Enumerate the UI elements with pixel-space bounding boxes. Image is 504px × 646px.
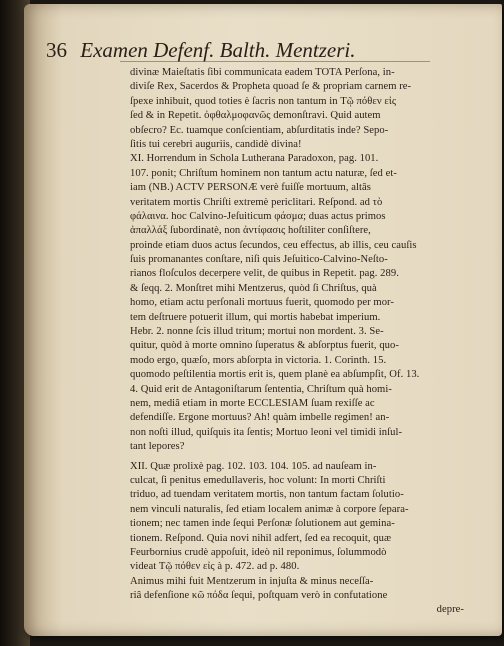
text-line: Animus mihi fuit Mentzerum in injuſta & minus neceſſa- — [130, 575, 374, 587]
running-header — [46, 38, 466, 62]
text-line: veritatem mortis Chriſti extremè periclitari. Reſpond. ad τὸ — [130, 196, 383, 208]
body-text — [130, 66, 464, 618]
catchword: depre- — [436, 604, 464, 616]
text-line: 107. ponit; Chriſtum hominem non tantum actu naturæ, ſed et- — [130, 167, 397, 179]
text-line: nem vinculi naturalis, ſed etiam localem animæ à corpore ſepara- — [130, 503, 409, 515]
text-line: tionem; nec tamen inde ſequi Perſonæ ſolutionem aut gemina- — [130, 518, 395, 530]
text-line: culcat, ſi penitus emedullaveris, hoc volunt: In morti Chriſti — [130, 474, 386, 486]
text-line: 4. Quid erit de Antagoniſtarum ſententia, Chriſtum quà homi- — [130, 383, 392, 395]
text-line: riâ defenſione κῶ πόδα ſequi, poſtquam verò in confutatione — [130, 590, 388, 602]
text-line: ſitis tui cerebri auguriis, candidè divina! — [130, 138, 302, 150]
text-line: Feurbornius crudè appoſuit, ideò nil reponimus, ſolummodò — [130, 546, 387, 558]
text-line: rianos floſculos decerpere velit, de quibus in Repetit. pag. 289. — [130, 268, 399, 280]
running-title: Examen Defenf. Balth. Mentzeri. — [80, 38, 356, 62]
text-line: tant lepores? — [130, 441, 185, 453]
text-line: ſed & in Repetit. ὀφθαλμοφανῶς demonſtravi. Quid autem — [130, 110, 381, 122]
text-line: ἀπαλλάξ ſubordinatè, non ἀντίφασις hoſtiliter conſiſtere, — [130, 225, 371, 237]
text-line: Hebr. 2. nonne ſcis illud tritum; mortui non mordent. 3. Se- — [130, 326, 384, 338]
text-line: iam (NB.) ACTV PERSONÆ verè fuiſſe mortuum, altâs — [130, 182, 371, 194]
text-line: obſecro? Ec. tuamque conſcientiam, abſurditatis inde? Sepo- — [130, 124, 389, 136]
text-line: tem deſtruere potuerit illum, qui mortis habebat imperium. — [130, 311, 381, 323]
text-line: & ſeqq. 2. Monſtret mihi Mentzerus, quòd ſi Chriſtus, quà — [130, 282, 377, 294]
text-line: triduo, ad tuendam veritatem mortis, non tantum factam ſolutio- — [130, 489, 404, 501]
text-line: quomodo peſtilentia mortis erit is, quem planè ea abſumpſit, Of. 13. — [130, 369, 420, 381]
text-line: videat Τῷ πόθεν εἰς à p. 472. ad p. 480. — [130, 561, 300, 573]
text-line: proinde etiam duos actus ſecundos, ceu effectus, ab illis, ceu cauſis — [130, 239, 417, 251]
text-line: XII. Quæ prolixè pag. 102. 103. 104. 105. ad nauſeam in- — [130, 460, 377, 472]
text-line: tionem. Reſpond. Quia novi nihil adfert, ſed ea recoquit, quæ — [130, 532, 392, 544]
page-number: 36 — [46, 38, 67, 62]
text-line: non noſti illud, quiſquis ita ſentis; Mortuo leoni vel timidi inſul- — [130, 426, 403, 438]
text-line: quitur, quòd à morte omnino ſuperatus & abſorptus fuerit, quo- — [130, 340, 399, 352]
text-line: nem, mediâ etiam in morte ECCLESIAM ſuam rexiſſe ac — [130, 397, 375, 409]
text-line: diviſe Rex, Sacerdos & Propheta quoad ſe & propriam carnem re- — [130, 81, 412, 93]
text-line: XI. Horrendum in Schola Lutherana Paradoxon, pag. 101. — [130, 153, 379, 165]
text-line: ſuis promanantes conſtare, niſi quis Jeſuitico-Calvino-Neſto- — [130, 254, 388, 266]
text-line: defendiſſe. Ergone mortuus? Ah! quàm imbelle regimen! an- — [130, 412, 390, 424]
text-line: divinæ Maieſtatis ſibi communicata eadem TOTA Perſona, in- — [130, 67, 395, 78]
text-line: homo, etiam actu perſonali mortuus fuerit, quomodo per mor- — [130, 297, 394, 309]
text-line: ſpexe inhibuit, quod toties è ſacris non tantum in Τῷ πόθεν εἰς — [130, 95, 397, 107]
text-line: modo ergo, quæſo, mors abſorpta in victoria. 1. Corinth. 15. — [130, 354, 387, 366]
text-line: φάλαινα. hoc Calvino-Jeſuiticum φάσμα; duas actus primos — [130, 210, 386, 222]
